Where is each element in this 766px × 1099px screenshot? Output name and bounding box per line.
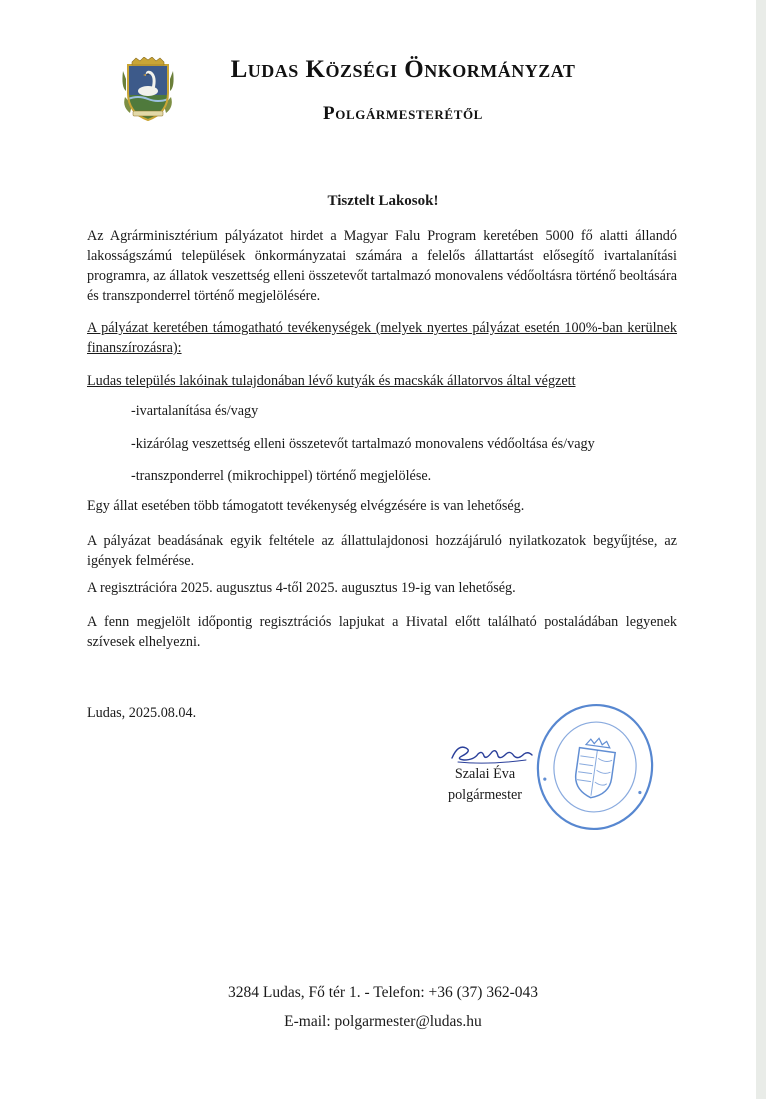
activity-item: -ivartalanítása és/vagy	[131, 403, 259, 419]
intro-paragraph: Az Agrárminisztérium pályázatot hirdet a Magyar Falu Program keretében 5000 fő alatti állandó lakosságszámú települések önkormányzatai számára a felelős állattartást elősegítő ivartalanítási programra, az állatok veszettség elleni összetevőt tartalmazó monovalens védőoltásra történő beoltására és transzponderrel történő megjelölésére.	[87, 228, 677, 304]
official-stamp	[533, 700, 657, 835]
supported-activities-heading: A pályázat keretében támogatható tevékenységek (melyek nyertes pályázat esetén 100%-ban kerülnek finanszírozásra):	[87, 320, 677, 356]
salutation: Tisztelt Lakosok!	[327, 193, 439, 209]
footer-email: E-mail: polgarmester@ludas.hu	[284, 1013, 482, 1030]
footer-address: 3284 Ludas, Fő tér 1.	[227, 984, 361, 1001]
footer-address-phone	[0, 984, 766, 1002]
page-edge	[756, 0, 766, 1099]
activity-item: -kizárólag veszettség elleni összetevőt tartalmazó monovalens védőoltása és/vagy	[131, 436, 595, 452]
instructions-paragraph: A fenn megjelölt időpontig regisztrációs lapjukat a Hivatal előtt található postaládában legyenek szívesek elhelyezni.	[87, 614, 677, 650]
activity-item: -transzponderrel (mikrochippel) történő megjelölése.	[131, 468, 432, 484]
header-title: Ludas Községi Önkormányzat	[230, 56, 576, 83]
multiple-activities-note: Egy állat esetében több támogatott tevékenység elvégzésére is van lehetőség.	[87, 498, 525, 514]
condition-paragraph: A pályázat beadásának egyik feltétele az állattulajdonosi hozzájáruló nyilatkozatok begyűjtése, az igények felmérése.	[87, 533, 677, 569]
header-subtitle: Polgármesterétől	[323, 103, 483, 124]
target-animals-line: Ludas település lakóinak tulajdonában lévő kutyák és macskák állatorvos által végzett	[87, 373, 576, 389]
signer-title: polgármester	[447, 787, 523, 803]
place-and-date: Ludas, 2025.08.04.	[87, 705, 197, 721]
handwritten-signature	[448, 738, 536, 768]
footer-phone: Telefon: +36 (37) 362-043	[373, 984, 539, 1001]
signer-name: Szalai Éva	[454, 766, 516, 782]
registration-period: A regisztrációra 2025. augusztus 4-től 2025. augusztus 19-ig van lehetőség.	[87, 580, 516, 596]
footer-separator: -	[360, 984, 374, 1001]
